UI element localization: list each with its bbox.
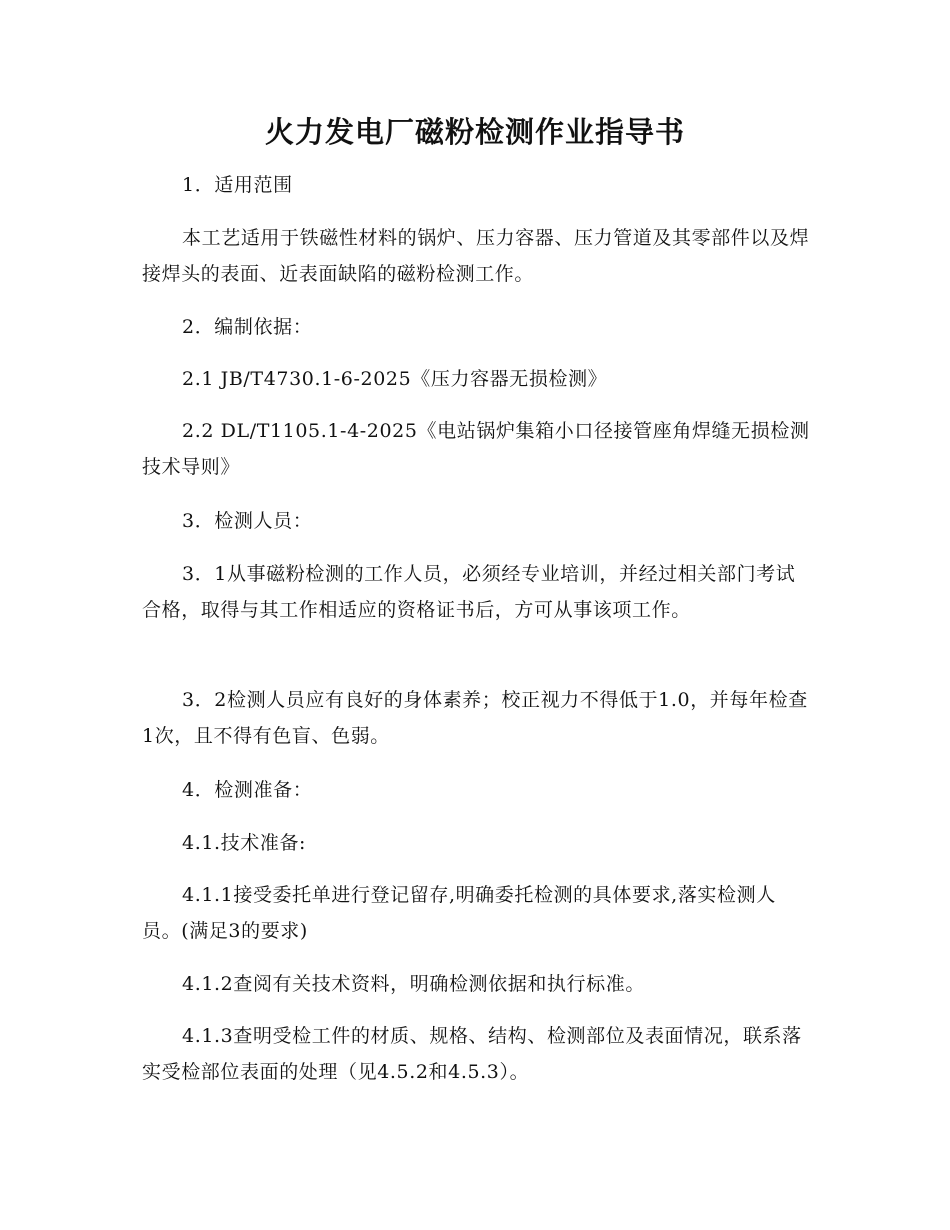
reference-2-1: 2.1 JB/T4730.1-6-2025《压力容器无损检测》 (182, 368, 608, 390)
document-title: 火力发电厂磁粉检测作业指导书 (264, 115, 685, 149)
section-3-heading: 3．检测人员： (182, 510, 313, 532)
section-4-heading: 4．检测准备： (182, 779, 313, 801)
reference-2-2: 2.2 DL/T1105.1-4-2025《电站锅炉集箱小口径接管座角焊缝无损检测技术导则》 (142, 420, 810, 478)
clause-3-1: 3．1从事磁粉检测的工作人员，必须经专业培训，并经过相关部门考试合格，取得与其工作相适应的资格证书后，方可从事该项工作。 (142, 563, 796, 621)
clause-4-1-3: 4.1.3查明受检工件的材质、规格、结构、检测部位及表面情况，联系落实受检部位表面的处理（见4.5.2和4.5.3）。 (142, 1025, 802, 1083)
clause-4-1-1: 4.1.1接受委托单进行登记留存,明确委托检测的具体要求,落实检测人员。(满足3的要求) (142, 884, 776, 942)
section-1-body: 本工艺适用于铁磁性材料的锅炉、压力容器、压力管道及其零部件以及焊接焊头的表面、近表面缺陷的磁粉检测工作。 (142, 227, 810, 285)
section-2-heading: 2．编制依据： (182, 316, 313, 338)
section-1-heading: 1．适用范围 (182, 174, 293, 196)
subsection-4-1-heading: 4.1.技术准备: (182, 832, 307, 854)
clause-3-2: 3．2检测人员应有良好的身体素养；校正视力不得低于1.0，并每年检查1次，且不得有色盲、色弱。 (142, 689, 808, 747)
clause-4-1-2: 4.1.2查阅有关技术资料，明确检测依据和执行标准。 (182, 973, 645, 995)
